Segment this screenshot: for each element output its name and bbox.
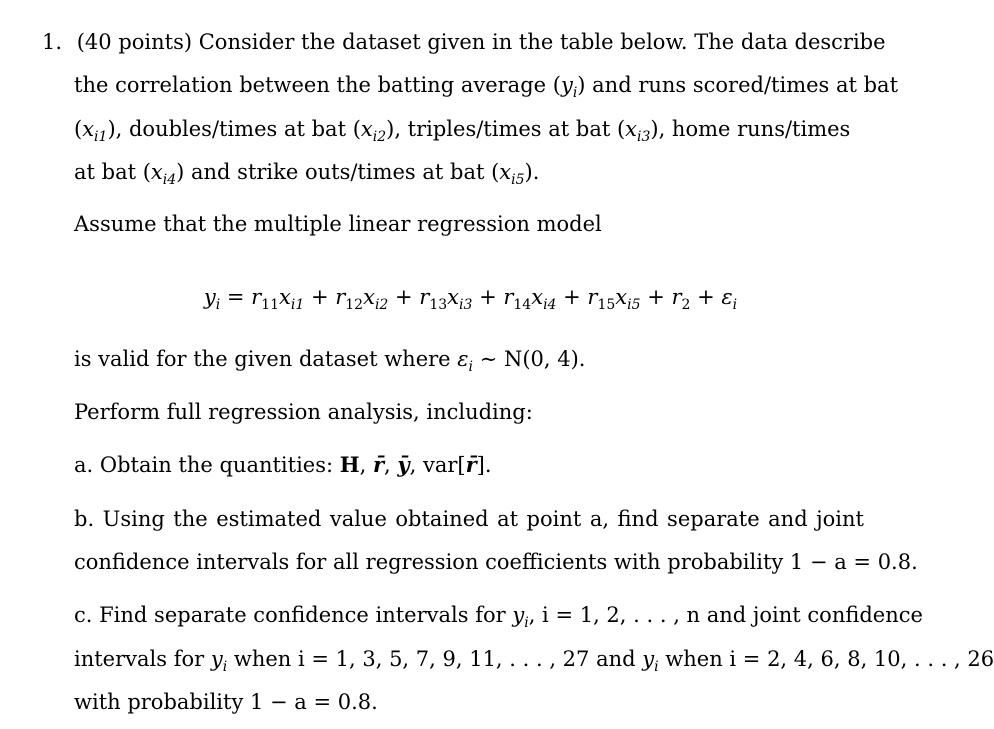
part-c-line-1: c. Find separate confidence intervals for $y_i$, i = 1, 2, . . . , n and joint confidence (74, 603, 923, 631)
var-y-i: $y_i$ (560, 73, 578, 101)
part-b-line-2: confidence intervals for all regression coefficients with probability 1 − a = 0.8. (74, 550, 918, 574)
problem-line-3: $(x_{i1})$, doubles/times at bat $(x_{i2})$, triples/times at bat $(x_{i3})$, home runs/times (74, 117, 851, 145)
vector-y-bar: ȳ (397, 452, 410, 477)
statement-text: ∼ N(0, 4). (473, 347, 586, 371)
statement-text: ), triples/times at bat ( (386, 117, 626, 141)
part-b-line-1: b. Using the estimated value obtained at point a, find separate and joint (74, 507, 864, 531)
statement-text: ) and runs scored/times at bat (577, 73, 899, 97)
regression-equation: $y_i = r_{11}x_{i1} + r_{12}x_{i2} + r_{13}x_{i3} + r_{14}x_{i4} + r_{15}x_{i5} + r_2 + \varepsilon_i$ (203, 285, 738, 313)
statement-text: when i = 1, 3, 5, 7, 9, 11, . . . , 27 and (227, 647, 643, 671)
statement-text: ). (524, 160, 540, 184)
part-c-line-3: with probability 1 − a = 0.8. (74, 690, 378, 714)
vector-r-bar: r̄ (372, 452, 385, 477)
var-x-i3: $x_{i3}$ (625, 117, 651, 145)
statement-text: ) and strike outs/times at bat ( (176, 160, 500, 184)
problem-line-2 (74, 71, 898, 99)
statement-text: when i = 2, 4, 6, 8, 10, . . . , 26 (658, 647, 994, 671)
var-x-i2: $x_{i2}$ (360, 117, 387, 145)
part-a: a. Obtain the quantities: H, r̄, ȳ, var[r̄]. (74, 452, 492, 477)
var-x-i1: $x_{i1}$ (82, 117, 108, 145)
statement-text: ), home runs/times (650, 117, 851, 141)
statement-text: the correlation between the batting average ( (74, 73, 561, 97)
statement-text: c. Find separate confidence intervals for (74, 603, 513, 627)
problem-line-4 (74, 158, 539, 186)
statement-text: is valid for the given dataset where (74, 347, 458, 371)
statement-text: intervals for (74, 647, 211, 671)
statement-text: at bat ( (74, 160, 151, 184)
var-x-i4: $x_{i4}$ (150, 160, 177, 188)
validity-line (74, 345, 586, 373)
problem-line-1 (42, 28, 886, 56)
var-x-i5: $x_{i5}$ (499, 160, 525, 188)
assumption-text: Assume that the multiple linear regression model (74, 212, 602, 236)
statement-text: ), doubles/times at bat ( (107, 117, 361, 141)
part-c-line-2: intervals for $y_i$ when i = 1, 3, 5, 7, 9, 11, . . . , 27 and $y_i$ when i = 2, 4, 6, 8, 10, . . . , 26 (74, 647, 994, 675)
problem-number: 1. (42, 30, 63, 54)
perform-heading: Perform full regression analysis, including: (74, 400, 533, 424)
problem-statement-1: (40 points) Consider the dataset given in the table below. The data describe (76, 30, 886, 54)
matrix-H: H (339, 452, 360, 477)
part-a-text: a. Obtain the quantities: (74, 453, 340, 477)
statement-text: , i = 1, 2, . . . , n and joint confidence (528, 603, 923, 627)
var-epsilon-i: $\varepsilon_i$ (457, 347, 474, 375)
